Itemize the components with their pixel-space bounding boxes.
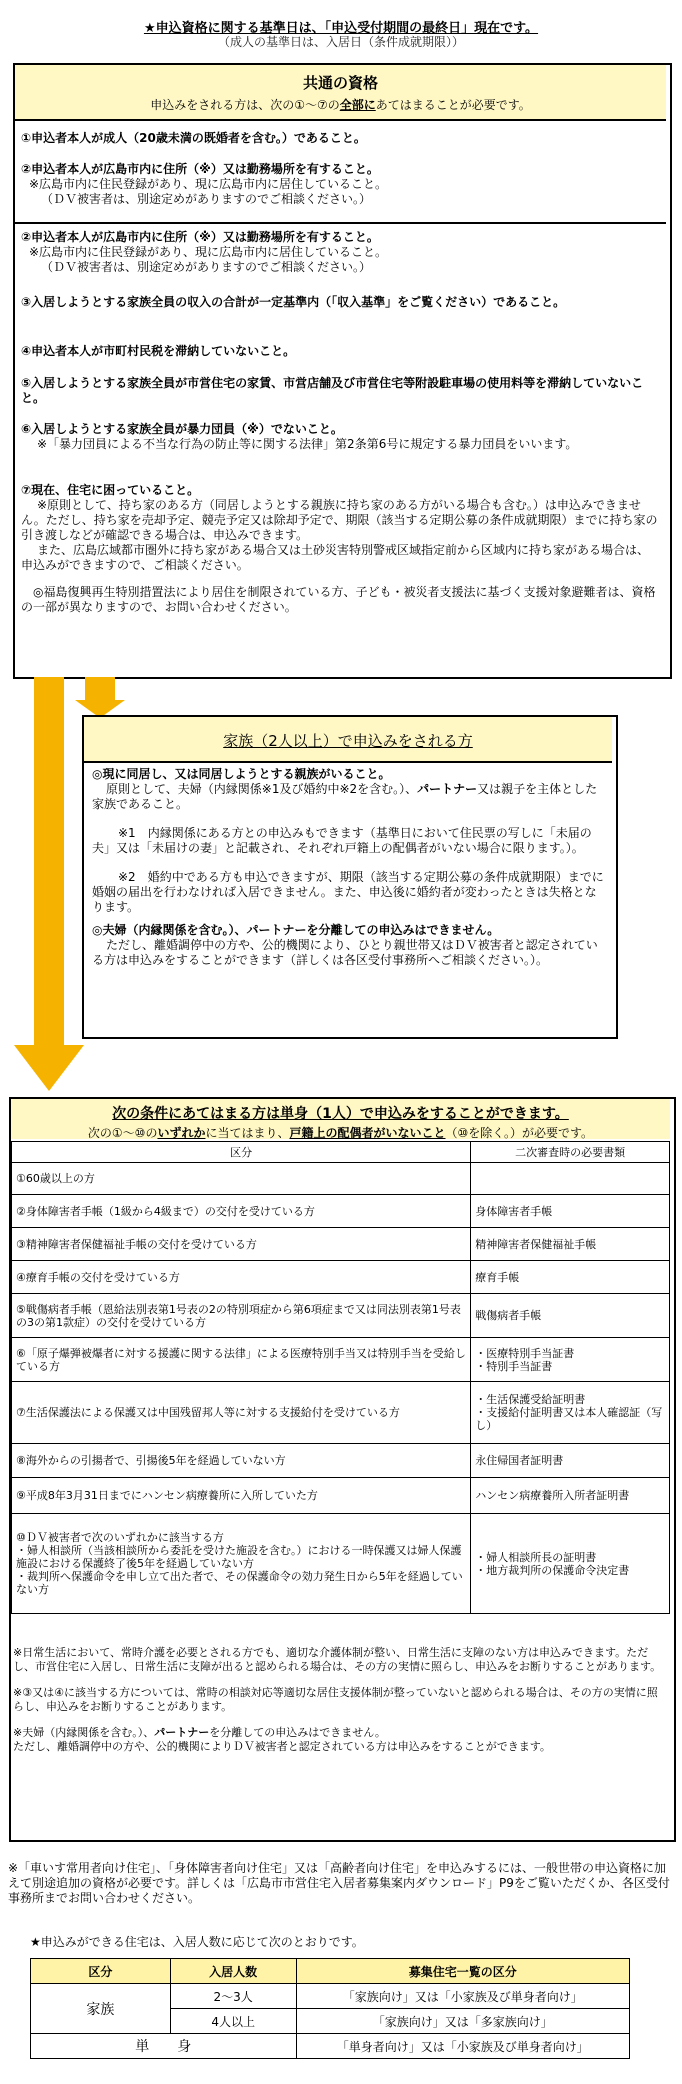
- table-row: ⑧海外からの引揚者で、引揚後5年を経過していない方 永住帰国者証明書: [12, 1444, 670, 1478]
- single-header: [11, 1099, 670, 1139]
- common-item-4: ④申込者本人が市町村民税を滞納していないこと。: [21, 344, 296, 358]
- table-row: ④療育手帳の交付を受けている方 療育手帳: [12, 1261, 670, 1294]
- column-header: 区分: [12, 1142, 471, 1163]
- column-header: 募集住宅一覧の区分: [296, 1959, 629, 1984]
- table-row: 4人以上 「家族向け」又は「多家族向け」: [31, 2009, 630, 2034]
- page-title: ★申込資格に関する基準日は、「申込受付期間の最終日」現在です。: [143, 21, 539, 36]
- table-row: ⑤戦傷病者手帳（恩給法別表第1号表の2の特別項症から第6項症まで又は同法別表第1号表の3の第1款症）の交付を受けている方 戦傷病者手帳: [12, 1294, 670, 1338]
- arrow-to-single-head: [14, 1045, 84, 1091]
- common-item-2-repeat: ②申込者本人が広島市内に住所（※）又は勤務場所を有すること。 ※広島市内に住民登録があり、現に広島市内に居住していること。 （ＤＶ被害者は、別途定めがありますのでご相談ください。）: [21, 230, 388, 274]
- table-row: ⑩ＤＶ被害者で次のいずれかに該当する方 ・婦人相談所（当該相談所から委託を受けた施設を含む。）における一時保護又は婦人保護施設における保護終了後5年を経過していない方 ・裁判所へ保護命令を申し立て出た者で、その保護命令の効力発生日から5年を経過していない方 ・婦人相談所長の証明書 ・地方裁判所の保護命令決定書: [12, 1514, 670, 1614]
- single-notes: ※日常生活において、常時介護を必要とされる方でも、適切な介護体制が整い、日常生活に支障のない方は申込みできます。ただし、市営住宅に入居し、日常生活に支障が出ると認められる場合は、その方の実情に照らし、申込みをお断りすることがあります。 ※③又は④に該当する方については、常時の相談対応等適切な居住支援体制が整っていないと認められる場合は、その方の実情に照らし、申込みをお断りすることがあります。 ※夫婦（内縁関係を含む。）、パートナーを分離しての申込みはできません。 ただし、離婚調停中の方や、公的機関によりＤＶ被害者と認定されている方は申込みをすることができます。: [13, 1646, 662, 1753]
- divider: [15, 222, 666, 224]
- table-row: ⑦生活保護法による保護又は中国残留邦人等に対する支援給付を受けている方 ・生活保護受給証明書 ・支援給付証明書又は本人確認証（写し）: [12, 1382, 670, 1444]
- table-header-row: [12, 1142, 670, 1163]
- table-row: ②身体障害者手帳（1級から4級まで）の交付を受けている方 身体障害者手帳: [12, 1195, 670, 1228]
- table-row: ⑥「原子爆弾被爆者に対する援護に関する法律」による医療特別手当又は特別手当を受給している方 ・医療特別手当証書 ・特別手当証書: [12, 1338, 670, 1382]
- family-header: [84, 717, 612, 763]
- family-body: ◎現に同居し、又は同居しようとする親族がいること。 原則として、夫婦（内縁関係※1及び婚約中※2を含む。）、パートナー又は親子を主体とした家族であること。 ※1 内縁関係にある方との申込みもできます（基準日において住民票の写しに「未届の夫」又は「未届けの妻」と記載され、それぞれ戸籍上の配偶者がいない場合に限ります。）。 ※2 婚約中である方も申込できますが、期限（該当する定期公募の条件成就期限）までに婚姻の届出を行わなければ入居できません。また、申込後に婚約者が変わったときは失格となります。 ◎夫婦（内縁関係を含む。）、パートナーを分離しての申込みはできません。 ただし、離婚調停中の方や、公的機関により、ひとり親世帯又はＤＶ被害者と認定されている方は申込みをすることができます（詳しくは各区受付事務所へご相談ください。）。: [92, 767, 604, 967]
- bottom-intro: ★申込みができる住宅は、入居人数に応じて次のとおりです。: [30, 1935, 364, 1949]
- single-subtitle: 次の①～⑩のいずれかに当てはまり、戸籍上の配偶者がいないこと（⑩を除く。）が必要です。: [87, 1126, 594, 1140]
- column-header: 区分: [31, 1959, 171, 1984]
- table-row: ①60歳以上の方: [12, 1163, 670, 1195]
- arrow-to-single-shaft: [34, 677, 64, 1047]
- table-row: 単 身 「単身者向け」又は「小家族及び単身者向け」: [31, 2034, 630, 2059]
- column-header: 入居人数: [170, 1959, 296, 1984]
- table-row: 家族 2～3人 「家族向け」又は「小家族及び単身者向け」: [31, 1984, 630, 2009]
- common-qualifications-header: [15, 65, 666, 121]
- table-row: ③精神障害者保健福祉手帳の交付を受けている方 精神障害者保健福祉手帳: [12, 1228, 670, 1261]
- common-title: 共通の資格: [302, 74, 378, 92]
- common-item-7: ⑦現在、住宅に困っていること。 ※原則として、持ち家のある方（同居しようとする親族に持ち家のある方がいる場合も含む。）は申込みできません。ただし、持ち家を売却予定、競売予定又は除却予定で、期限（該当する定期公募の条件成就期限）までに持ち家の引き渡しなどが確認できる場合は、申込みできます。 また、広島広域都市圏外に持ち家がある場合又は土砂災害特別警戒区域指定前から区域内に持ち家がある場合は、申込みができますので、ご相談ください。 ◎福島復興再生特別措置法により居住を制限されている方、子ども・被災者支援法に基づく支援対象避難者は、資格の一部が異なりますので、お問い合わせください。: [21, 483, 658, 614]
- common-item-5: ⑤入居しようとする家族全員が市営住宅の家賃、市営店舗及び市営住宅等附設駐車場の使用料等を滞納していないこと。: [21, 376, 644, 405]
- common-item-3: ③入居しようとする家族全員の収入の合計が一定基準内（「収入基準」をご覧ください）であること。: [21, 295, 566, 309]
- housing-type-table: [30, 1958, 630, 2059]
- single-title: 次の条件にあてはまる方は単身（1人）で申込みをすることができます。: [112, 1106, 569, 1122]
- page-subtitle: （成人の基準日は、入居日（条件成就期限））: [217, 35, 464, 49]
- special-housing-note: ※「車いす常用者向け住宅」、「身体障害者向け住宅」又は「高齢者向け住宅」を申込みするには、一般世帯の申込資格に加えて別途追加の資格が必要です。詳しくは「広島市市営住宅入居者募集案内ダウンロード」P9をご覧いただくか、各区受付事務所までお問い合わせください。: [8, 1861, 670, 1905]
- common-item-1: ①申込者本人が成人（20歳未満の既婚者を含む。）であること。: [21, 131, 366, 145]
- single-conditions-table: [11, 1141, 670, 1614]
- family-title: 家族（2人以上）で申込みをされる方: [223, 732, 473, 750]
- table-row: ⑨平成8年3月31日までにハンセン病療養所に入所していた方 ハンセン病療養所入所者証明書: [12, 1478, 670, 1514]
- common-intro: 申込みをされる方は、次の①～⑦の全部にあてはまることが必要です。: [150, 98, 531, 112]
- common-item-6: ⑥入居しようとする家族全員が暴力団員（※）でないこと。 ※「暴力団員による不当な行為の防止等に関する法律」第2条第6号に規定する暴力団員をいいます。: [21, 422, 578, 451]
- common-item-2: ②申込者本人が広島市内に住所（※）又は勤務場所を有すること。 ※広島市内に住民登録があり、現に広島市内に居住していること。 （ＤＶ被害者は、別途定めがありますのでご相談ください。）: [21, 162, 388, 206]
- column-header: 二次審査時の必要書類: [471, 1142, 670, 1163]
- arrow-to-family-shaft: [85, 677, 115, 702]
- table-header-row: [31, 1959, 630, 1984]
